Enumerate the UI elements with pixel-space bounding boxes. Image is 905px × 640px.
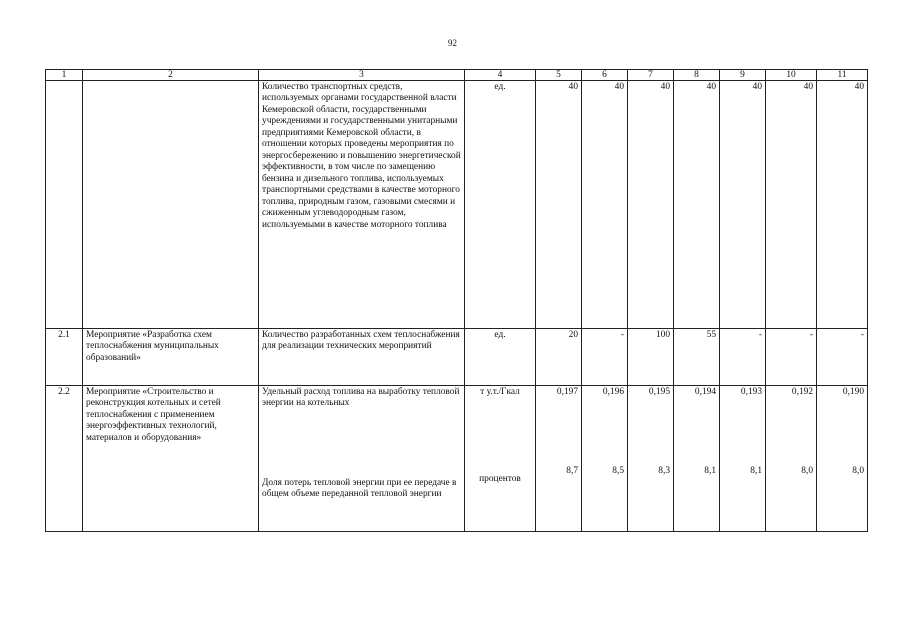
value-cell: 40: [766, 81, 817, 329]
value-cell: [582, 386, 628, 532]
value-cell: 100: [628, 329, 674, 386]
value-text: 8,1: [704, 466, 716, 477]
column-header: 2: [83, 70, 259, 81]
column-header: 1: [46, 70, 83, 81]
value-text: 0,192: [791, 387, 813, 397]
value-text: 0,193: [740, 387, 762, 397]
value-cell: -: [582, 329, 628, 386]
column-header: 7: [628, 70, 674, 81]
value-text: 0,194: [694, 387, 716, 397]
value-cell: [720, 386, 766, 532]
value-text: 0,190: [842, 387, 864, 397]
value-cell: [674, 386, 720, 532]
value-cell: [628, 386, 674, 532]
measure-cell: Мероприятие «Строительство и реконструкция котельных и сетей теплоснабжения с применением энергоэффективных технологий, материалов и оборудования»: [83, 386, 259, 532]
value-cell: 40: [674, 81, 720, 329]
unit-text: процентов: [479, 474, 521, 485]
unit-cell: ед.: [465, 81, 536, 329]
value-cell: -: [817, 329, 868, 386]
indicator-text: Доля потерь тепловой энергии при ее передаче в общем объеме переданной тепловой энергии: [262, 477, 457, 500]
column-header: 8: [674, 70, 720, 81]
table-header-row: [46, 70, 868, 81]
value-cell: 55: [674, 329, 720, 386]
column-header: 9: [720, 70, 766, 81]
value-text: 0,196: [602, 387, 624, 397]
column-header: 5: [536, 70, 582, 81]
indicator-cell: [259, 386, 465, 532]
row-number-cell: 2.2: [46, 386, 83, 532]
value-text: 8,0: [852, 466, 864, 477]
unit-cell: ед.: [465, 329, 536, 386]
value-cell: [817, 386, 868, 532]
unit-text: т у.т./Гкал: [480, 387, 520, 397]
indicator-cell: Количество транспортных средств, используемых органами государственной власти Кемеровской области, государственными учреждениями и государственными унитарными предприятиями Кемеровской области, в отношении которых проведены мероприятия по энергосбережению и повышению энергетической эффективности, в том числе по замещению бензина и дизельного топлива, используемых транспортными средствами в качестве моторного топлива, природным газом, газовыми смесями и сжиженным углеводородным газом, используемыми в качестве моторного топлива: [259, 81, 465, 329]
value-text: 8,5: [612, 466, 624, 477]
value-text: 8,0: [801, 466, 813, 477]
program-indicators-table: [45, 69, 868, 532]
unit-cell: [465, 386, 536, 532]
value-text: 0,197: [556, 387, 578, 397]
indicator-cell: Количество разработанных схем теплоснабжения для реализации технических мероприятий: [259, 329, 465, 386]
value-cell: [766, 386, 817, 532]
value-text: 8,1: [750, 466, 762, 477]
table-row: [46, 386, 868, 532]
value-text: 8,7: [566, 466, 578, 477]
column-header: 6: [582, 70, 628, 81]
value-cell: 40: [817, 81, 868, 329]
value-cell: 40: [628, 81, 674, 329]
table-row: [46, 81, 868, 329]
value-cell: 40: [536, 81, 582, 329]
value-cell: 20: [536, 329, 582, 386]
page-number: 92: [448, 38, 457, 48]
column-header: 4: [465, 70, 536, 81]
row-number-cell: 2.1: [46, 329, 83, 386]
table-row: [46, 329, 868, 386]
value-cell: 40: [720, 81, 766, 329]
column-header: 10: [766, 70, 817, 81]
value-text: 8,3: [658, 466, 670, 477]
indicator-text: Удельный расход топлива на выработку тепловой энергии на котельных: [262, 387, 460, 409]
value-cell: 40: [582, 81, 628, 329]
value-cell: -: [720, 329, 766, 386]
value-cell: [536, 386, 582, 532]
column-header: 3: [259, 70, 465, 81]
measure-cell: Мероприятие «Разработка схем теплоснабжения муниципальных образований»: [83, 329, 259, 386]
value-cell: -: [766, 329, 817, 386]
value-text: 0,195: [648, 387, 670, 397]
row-number-cell: [46, 81, 83, 329]
measure-cell: [83, 81, 259, 329]
column-header: 11: [817, 70, 868, 81]
